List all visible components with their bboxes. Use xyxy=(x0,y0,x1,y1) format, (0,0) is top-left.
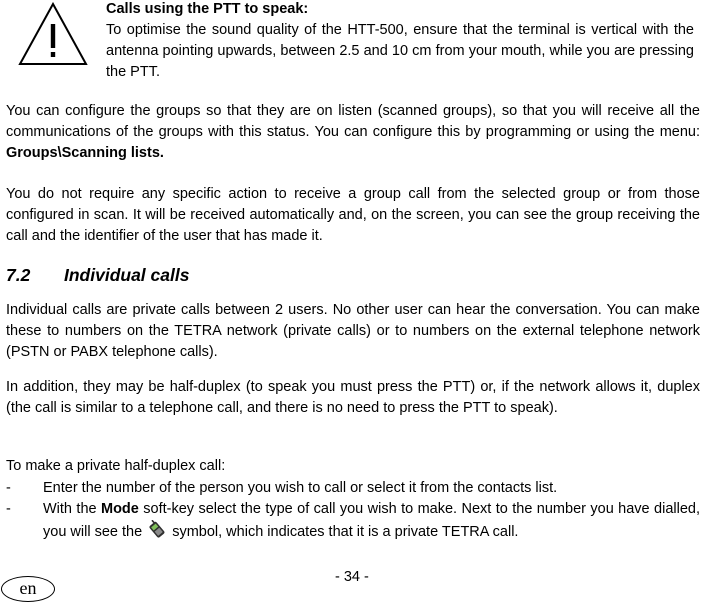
list-item-text: Enter the number of the person you wish to call or select it from the contacts list. xyxy=(43,480,558,496)
ptt-note xyxy=(106,0,694,83)
mobile-phone-icon xyxy=(146,520,168,538)
individual-calls-paragraph: Individual calls are private calls between 2 users. No other user can hear the conversation. You can make these to numbers on the TETRA network (private calls) or to numbers on the external telephone network (PSTN or PABX telephone calls). xyxy=(6,302,700,360)
duplex-paragraph: In addition, they may be half-duplex (to speak you must press the PTT) or, if the network allows it, duplex (the call is similar to a telephone call, and there is no need to press the PTT to speak). xyxy=(6,379,700,416)
list-item xyxy=(6,498,700,543)
list-item xyxy=(6,477,700,499)
list-item-text-part: soft-key select the type of call you wish to make. Next to the number you have dialled, you will see the xyxy=(43,501,700,540)
group-call-paragraph: You do not require any specific action to receive a group call from the selected group or from those configured in scan. It will be received automatically and, on the screen, you can see the group receiving the call and the identifier of the user that has made it. xyxy=(6,186,700,244)
menu-path: Groups\Scanning lists. xyxy=(6,145,164,161)
list-dash: - xyxy=(6,501,11,517)
language-badge: en xyxy=(1,576,55,602)
list-item-text xyxy=(43,498,700,543)
list-dash: - xyxy=(6,480,11,496)
warning-triangle-icon xyxy=(18,2,88,66)
list-item-text-part: symbol, which indicates that it is a private TETRA call. xyxy=(168,524,519,540)
page-number: - 34 - xyxy=(335,569,369,585)
section-number: 7.2 xyxy=(6,265,31,285)
mode-softkey-label: Mode xyxy=(101,501,139,517)
note-body: To optimise the sound quality of the HTT-500, ensure that the terminal is vertical with the antenna pointing upwards, between 2.5 and 10 cm from your mouth, while you are pressing the PTT. xyxy=(106,22,694,80)
groups-scanning-paragraph xyxy=(6,101,700,164)
list-item-text-part: With the xyxy=(43,501,101,517)
section-heading xyxy=(6,264,189,286)
groups-scanning-text: You can configure the groups so that they are on listen (scanned groups), so that you will receive all the communications of the groups with this status. You can configure this by programming or using the menu: xyxy=(6,103,700,140)
half-duplex-intro: To make a private half-duplex call: xyxy=(6,458,226,474)
section-title: Individual calls xyxy=(64,265,190,285)
note-title: Calls using the PTT to speak: xyxy=(106,1,309,17)
